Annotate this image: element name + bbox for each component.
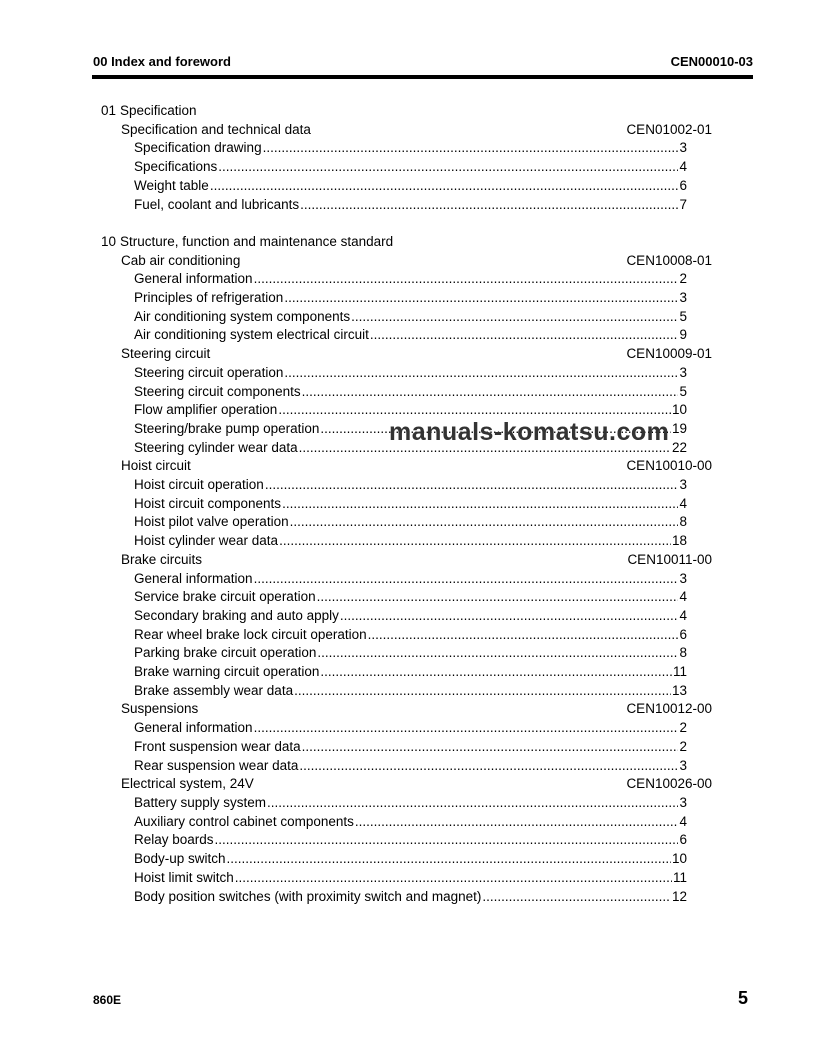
dot-leader: [279, 532, 671, 551]
toc-entry: [134, 757, 712, 776]
toc-entry-page: 3: [679, 477, 687, 493]
toc-entry-title: Specification drawing: [134, 140, 262, 156]
toc-entry: [134, 326, 712, 345]
dot-leader: [355, 813, 679, 832]
toc-entry-title: Steering cylinder wear data: [134, 439, 298, 455]
toc-entry-page: 8: [679, 514, 687, 530]
toc-entry-title: Flow amplifier operation: [134, 402, 278, 418]
toc-entry-page: 6: [679, 626, 687, 642]
toc-entry: [134, 663, 712, 682]
toc-section-title: Structure, function and maintenance standard: [120, 233, 394, 249]
toc-entry-title: Relay boards: [134, 832, 214, 848]
toc-subsection-heading: [121, 121, 712, 140]
footer-model: 860E: [93, 993, 122, 1007]
toc-subsection-heading: [121, 775, 712, 794]
toc-entry-page: 2: [679, 738, 687, 754]
dot-leader: [218, 158, 678, 177]
toc-subsection-title: Brake circuits: [121, 551, 203, 567]
toc-entry-title: Service brake circuit operation: [134, 589, 316, 605]
toc-entry: [134, 794, 712, 813]
toc-entry-page: 19: [671, 420, 687, 436]
toc-entry-title: Hoist cylinder wear data: [134, 533, 279, 549]
toc-subsection: [101, 551, 712, 701]
toc-entry-page: 3: [679, 757, 687, 773]
toc-entry-title: General information: [134, 720, 253, 736]
dot-leader: [254, 270, 679, 289]
toc-subsection-code: CEN10012-00: [626, 701, 712, 717]
toc-entry: [134, 644, 712, 663]
toc-entry-title: Brake assembly wear data: [134, 682, 294, 698]
toc-entry-title: Steering/brake pump operation: [134, 420, 320, 436]
toc-entry-title: Parking brake circuit operation: [134, 645, 317, 661]
toc-subsection-heading: [121, 345, 712, 364]
toc-entry-page: 4: [679, 159, 687, 175]
header-doc-code: CEN00010-03: [670, 54, 753, 69]
toc-subsection-code: CEN10009-01: [626, 346, 712, 362]
header-rule: [92, 75, 753, 79]
dot-leader: [282, 495, 678, 514]
toc-entry: [134, 626, 712, 645]
toc-entry-page: 2: [679, 271, 687, 287]
toc-entry-title: Brake warning circuit operation: [134, 664, 320, 680]
toc-entry-title: Body position switches (with proximity switch and magnet): [134, 888, 482, 904]
dot-leader: [284, 289, 678, 308]
toc-entry-title: Body-up switch: [134, 851, 226, 867]
toc-entry-page: 4: [679, 495, 687, 511]
toc-entry: [134, 719, 712, 738]
toc-entry: [134, 607, 712, 626]
dot-leader: [302, 738, 679, 757]
table-of-contents: [101, 102, 712, 906]
toc-entry-title: Hoist circuit operation: [134, 477, 264, 493]
header-section-title: 00 Index and foreword: [93, 54, 231, 69]
toc-entry-page: 2: [679, 720, 687, 736]
toc-section-number: 10: [101, 233, 117, 249]
toc-subsection: [101, 700, 712, 775]
dot-leader: [482, 888, 671, 907]
toc-entry: [134, 513, 712, 532]
toc-subsection-heading: [121, 551, 712, 570]
footer-page-number: 5: [737, 988, 748, 1008]
toc-subsection-code: CEN10010-00: [626, 458, 712, 474]
toc-entry-page: 4: [679, 813, 687, 829]
toc-entry: [134, 196, 712, 215]
toc-entry: [134, 682, 712, 701]
toc-entry-page: 8: [679, 645, 687, 661]
toc-entry-page: 3: [679, 795, 687, 810]
toc-entry-title: Air conditioning system components: [134, 308, 351, 324]
toc-subsection-title: Cab air conditioning: [121, 252, 241, 268]
toc-entry-title: Hoist circuit components: [134, 495, 282, 511]
dot-leader: [300, 196, 678, 215]
toc-entry-page: 13: [671, 682, 687, 698]
toc-entry: [134, 495, 712, 514]
toc-subsection-title: Suspensions: [121, 701, 199, 717]
toc-entry: [134, 869, 712, 888]
toc-section-title: Specification: [120, 103, 197, 118]
toc-entry: [134, 383, 712, 402]
toc-section-number: 01: [101, 103, 117, 118]
toc-subsection-title: Electrical system, 24V: [121, 776, 254, 792]
toc-entry: [134, 888, 712, 907]
toc-entry-title: Weight table: [134, 177, 209, 193]
toc-subsection-heading: [121, 252, 712, 271]
toc-subsection-heading: [121, 700, 712, 719]
toc-entry-page: 3: [679, 364, 687, 380]
toc-entry-page: 7: [679, 196, 687, 212]
toc-entry-page: 6: [679, 177, 687, 193]
dot-leader: [302, 383, 679, 402]
toc-entry: [134, 177, 712, 196]
toc-entry-title: General information: [134, 570, 253, 586]
toc-section-heading: [101, 102, 712, 121]
toc-section-heading: [101, 233, 712, 252]
dot-leader: [235, 869, 672, 888]
toc-entry-title: Front suspension wear data: [134, 738, 301, 754]
toc-entry-page: 11: [672, 664, 687, 680]
toc-entry-page: 4: [679, 589, 687, 605]
dot-leader: [294, 682, 671, 701]
dot-leader: [263, 139, 679, 158]
toc-entry-page: 3: [679, 290, 687, 306]
toc-entry-page: 9: [679, 327, 687, 343]
toc-section: [101, 233, 712, 906]
dot-leader: [370, 326, 679, 345]
toc-entry-page: 3: [679, 140, 687, 156]
toc-entry-page: 10: [671, 402, 687, 418]
toc-entry-page: 6: [679, 832, 687, 848]
toc-entry-page: 12: [671, 888, 687, 904]
toc-entry: [134, 831, 712, 850]
toc-entry-title: Specifications: [134, 159, 218, 175]
toc-entry: [134, 738, 712, 757]
toc-entry: [134, 588, 712, 607]
toc-entry: [134, 308, 712, 327]
dot-leader: [320, 663, 672, 682]
toc-subsection-code: CEN10026-00: [626, 776, 712, 792]
dot-leader: [368, 626, 679, 645]
dot-leader: [317, 644, 678, 663]
toc-entry: [134, 476, 712, 495]
page-header: [93, 54, 753, 69]
dot-leader: [265, 476, 679, 495]
toc-subsection-code: CEN10011-00: [627, 551, 712, 567]
dot-leader: [215, 831, 679, 850]
toc-section: [101, 102, 712, 214]
toc-entry-title: Rear wheel brake lock circuit operation: [134, 626, 367, 642]
dot-leader: [227, 850, 671, 869]
toc-subsection: [101, 457, 712, 551]
toc-entry-title: Steering circuit components: [134, 383, 301, 399]
toc-entry-title: Principles of refrigeration: [134, 290, 284, 306]
toc-entry: [134, 532, 712, 551]
toc-entry-page: 22: [671, 439, 687, 455]
dot-leader: [254, 570, 679, 589]
dot-leader: [290, 513, 679, 532]
toc-entry-page: 4: [679, 607, 687, 623]
toc-entry: [134, 570, 712, 589]
toc-subsection-code: CEN01002-01: [626, 121, 712, 137]
toc-subsection-title: Steering circuit: [121, 346, 211, 362]
toc-entry-page: 5: [679, 308, 687, 324]
toc-entry: [134, 813, 712, 832]
toc-entry-page: 5: [679, 383, 687, 399]
toc-entry-title: General information: [134, 271, 253, 287]
dot-leader: [317, 588, 679, 607]
toc-entry: [134, 289, 712, 308]
toc-subsection-heading: [121, 457, 712, 476]
dot-leader: [210, 177, 679, 196]
toc-entry-title: Fuel, coolant and lubricants: [134, 196, 300, 212]
toc-entry-title: Hoist pilot valve operation: [134, 514, 289, 530]
toc-subsection-title: Specification and technical data: [121, 121, 311, 137]
toc-entry: [134, 139, 712, 158]
dot-leader: [299, 757, 678, 776]
dot-leader: [284, 364, 678, 383]
toc-entry-page: 10: [671, 851, 687, 867]
dot-leader: [254, 719, 679, 738]
toc-subsection: [101, 252, 712, 346]
toc-entry-title: Secondary braking and auto apply: [134, 607, 339, 623]
toc-entry-page: 11: [672, 869, 687, 885]
toc-entry: [134, 158, 712, 177]
toc-subsection-code: CEN10008-01: [626, 252, 712, 268]
watermark: manuals-komatsu.com: [389, 418, 670, 446]
dot-leader: [267, 794, 678, 813]
toc-entry-title: Battery supply system: [134, 795, 267, 810]
dot-leader: [351, 308, 678, 327]
toc-entry-title: Hoist limit switch: [134, 869, 234, 885]
toc-entry-page: 18: [671, 533, 687, 549]
dot-leader: [340, 607, 679, 626]
toc-entry-title: Auxiliary control cabinet components: [134, 813, 354, 829]
toc-entry-page: 3: [679, 570, 687, 586]
toc-entry: [134, 364, 712, 383]
toc-subsection: [101, 121, 712, 215]
toc-subsection: [101, 775, 712, 906]
toc-entry-title: Air conditioning system electrical circuit: [134, 327, 369, 343]
toc-entry: [134, 270, 712, 289]
toc-entry-title: Rear suspension wear data: [134, 757, 299, 773]
toc-subsection-title: Hoist circuit: [121, 458, 191, 474]
toc-entry: [134, 850, 712, 869]
toc-entry-title: Steering circuit operation: [134, 364, 284, 380]
